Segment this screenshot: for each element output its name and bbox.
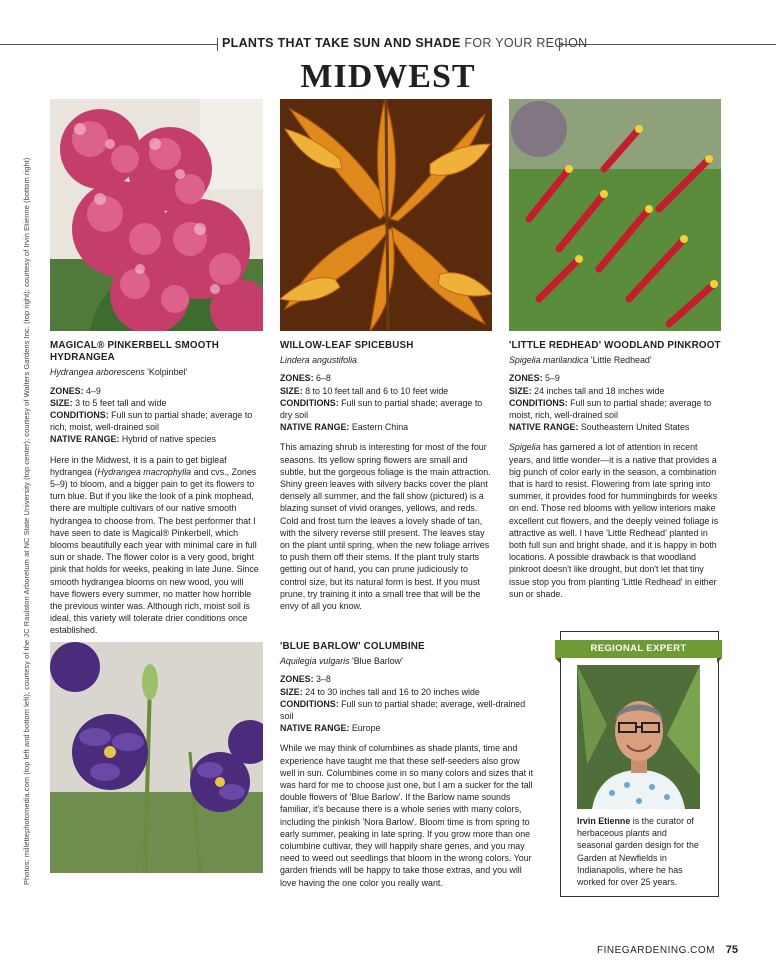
plant-description: Here in the Midwest, it is a pain to get bigleaf hydrangea (Hydrangea macrophylla and cvs., Zones 5–9) to bloom, and a bigger pain to get its flowers to turn blue. But if you like the look of a pink mophead, there are multiple cultivars of our native smooth hydrangea to choose from. The best performer that I have seen to date is Magical® Pinkerbell, which blooms beautifully each year with minimal care in full sun or shade. The flower color is a very good, bright pink that holds for weeks, peaking in late June. Since smooth hydrangea blooms on new wood, you will have flowers every summer, no matter how horrible the previous winter was. Although rich, moist soil is ideal, this variety will tolerate drier conditions once established. <box>50 454 259 636</box>
columbine-photo <box>50 642 263 873</box>
plant-native-range: NATIVE RANGE: Europe <box>280 723 381 734</box>
plant-zones: ZONES: 3–8 <box>280 674 331 685</box>
plant-latin: Aquilegia vulgaris 'Blue Barlow' <box>280 656 403 667</box>
plant-native-range: NATIVE RANGE: Southeastern United States <box>509 422 690 433</box>
expert-portrait <box>577 665 700 809</box>
plant-native-range: NATIVE RANGE: Hybrid of native species <box>50 434 217 445</box>
section-header-bold: PLANTS THAT TAKE SUN AND SHADE <box>222 36 461 50</box>
page-number: 75 <box>725 944 738 956</box>
plant-zones: ZONES: 5–9 <box>509 373 560 384</box>
plant-conditions: CONDITIONS: Full sun to partial shade; average to dry soil <box>280 397 483 421</box>
expert-name: Irvin Etienne <box>577 816 631 826</box>
plant-zones: ZONES: 6–8 <box>280 373 331 384</box>
plant-description: This amazing shrub is interesting for most of the four seasons. Its yellow spring flowers are small and subtle, but the gorgeous foliage is the main attraction. Shiny green leaves with silvery backs cover the plant densely all summer, and the fall show (pictured) is a blazing sunset of vivid oranges, yellows, and reds. Cold and frost turn the leaves a lovely shade of tan, with the silvery reverse still present. The leaves stay on the plant until spring, when the new foliage arrives to push them off their stems. If the plant truly starts getting out of hand, you can prune judiciously to control size, but its natural form is best. If you must prune, try training it into a small tree that will be the envy of all you know. <box>280 442 491 612</box>
plant-zones: ZONES: 4–9 <box>50 385 101 396</box>
region-title: MIDWEST <box>300 58 476 95</box>
header-rule-right <box>560 44 776 45</box>
regional-expert-banner: REGIONAL EXPERT <box>555 640 722 658</box>
plant-pinkroot <box>509 340 721 600</box>
hydrangea-photo <box>50 99 263 331</box>
section-header-light: FOR YOUR REGION <box>464 36 588 50</box>
plant-size: SIZE: 8 to 10 feet tall and 6 to 10 feet wide <box>280 385 449 396</box>
spicebush-photo <box>280 99 492 331</box>
plant-conditions: CONDITIONS: Full sun to partial shade; average to rich, moist, well-drained soil <box>50 410 253 433</box>
section-header <box>222 36 588 50</box>
plant-columbine <box>280 641 534 889</box>
plant-description: While we may think of columbines as shade plants, time and experience have taught me that these self-seeders also grow well in sun. Columbines come in so many colors and sizes that it was hard for me to choose just one, but I am a sucker for the tall double flowers of 'Blue Barlow'. If the Barlow name sounds familiar, it's because there is a whole series with many colors, including the pinkish 'Nora Barlow'. Bloom time is from spring to early summer, peaking in late spring. If you grow more than one columbine cultivar, they will happily share genes, and you may need to weed out seedlings that bloom in the wrong colors. Your garden friends will be happy to take those extras, and you will love having the one color you really want. <box>280 743 534 888</box>
plant-size: SIZE: 24 inches tall and 18 inches wide <box>509 385 665 396</box>
plant-size: SIZE: 24 to 30 inches tall and 16 to 20 inches wide <box>280 686 480 697</box>
plant-description: Spigelia has garnered a lot of attention in recent years, and little wonder—it is a native that provides a big punch of color early in the season, a combination that is hard to resist. Flowering from late spring into summer, it provides food for hummingbirds for weeks on end. Those red blooms with yellow interiors make excellent cut flowers, and the deeply veined foliage is attractive as well. I have 'Little Redhead' planted in both full sun and bright shade, and it is happy in both locations. A possible drawback is that woodland pinkroot doesn't like drought, but don't let that tiny issue stop you from planting 'Little Redhead' in either sun or shade. <box>509 442 719 599</box>
plant-name: WILLOW-LEAF SPICEBUSH <box>280 340 414 351</box>
plant-size: SIZE: 3 to 5 feet tall and wide <box>50 397 167 408</box>
plant-latin: Hydrangea arborescens 'Kolpinbel' <box>50 367 188 378</box>
page-footer <box>597 944 738 956</box>
plant-conditions: CONDITIONS: Full sun to partial shade; average to moist, rich, well-drained soil <box>509 397 712 421</box>
plant-name: 'LITTLE REDHEAD' WOODLAND PINKROOT <box>509 340 721 351</box>
plant-latin: Lindera angustifolia <box>280 355 357 366</box>
pinkroot-photo <box>509 99 721 331</box>
header-rule-tick-left <box>217 38 218 51</box>
plant-conditions: CONDITIONS: Full sun to partial shade; average, well-drained soil <box>280 698 526 722</box>
plant-latin: Spigelia marilandica 'Little Redhead' <box>509 355 652 366</box>
plant-spicebush <box>280 340 492 612</box>
footer-site: FINEGARDENING.COM <box>597 945 715 956</box>
header-rule-left <box>0 44 217 45</box>
plant-hydrangea <box>50 340 263 637</box>
plant-name: 'BLUE BARLOW' COLUMBINE <box>280 641 425 652</box>
photo-credit: Photos: millettephotomedia.com (top left and bottom left); courtesy of the JC Raulston Arboretum at NC State University (top center); courtesy of Walters Gardens Inc. (top right); courtesy of Irvin Etienne (bottom right) <box>22 157 31 885</box>
plant-name: MAGICAL® PINKERBELL SMOOTH HYDRANGEA <box>50 340 219 364</box>
plant-native-range: NATIVE RANGE: Eastern China <box>280 422 409 433</box>
expert-bio: Irvin Etienne is the curator of herbaceous plants and seasonal garden design for the Garden at Newfields in Indianapolis, where he has worked for over 25 years. <box>577 816 699 888</box>
